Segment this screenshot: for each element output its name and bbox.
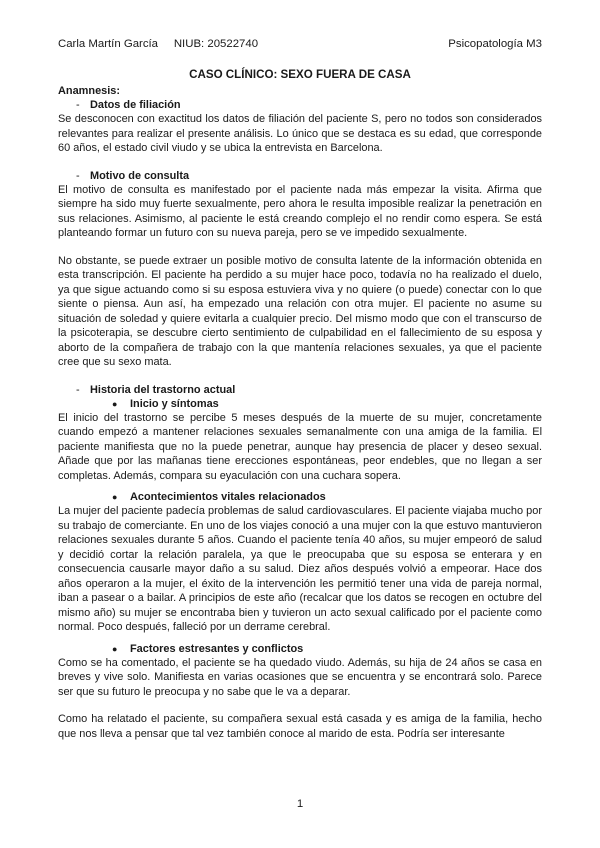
section-heading-historia [58,383,542,397]
subheading-acontecimientos [58,490,542,504]
bullet-icon: ● [112,398,118,409]
header-author-id: Carla Martín García NIUB: 20522740 [58,38,259,50]
subheading-inicio [58,397,542,411]
paragraph-factores-1: Como se ha comentado, el paciente se ha quedado viudo. Además, su hija de 24 años se casa en breves y vive solo. Manifiesta en varias ocasiones que se encuentra y se encontrará solo. Parece ser que su futuro le preocupa y no sabe que le va a deparar. [58,656,542,698]
paragraph-factores-2: Como ha relatado el paciente, su compañera sexual está casada y es amiga de la familia, hecho que nos lleva a pensar que tal vez también conoce al marido de esta. Podría ser interesante [58,713,542,740]
document-body [58,68,542,741]
dash-marker: - [76,169,80,182]
paragraph-acontecimientos: La mujer del paciente padecía problemas de salud cardiovasculares. El paciente viajaba mucho por su trabajo de comerciante. En uno de los viajes conoció a una mujer con la que estuvo mantuvieron relaciones sexuales durante 5 años. Cuando el paciente tenía 40 años, su mujer empeoró de salud y decidió cortar la relación paralela, ya que le preocupaba que su esposa se enterara y en consecuencia causarle mayor daño a su salud. Diez años después volvió a empeorar. Hace dos años operaron a la mujer, el éxito de la intervención les permitió tener una vida de pareja normal, iban a pasear o a bailar. A principios de este año (recalcar que los datos se recogen en octubre del mismo año) su mujer se encontraba bien y tuvieron un acto sexual calificado por el paciente como normal. Poco después, falleció por un derrame cerebral. [58,505,542,633]
bullet-icon: ● [112,492,118,502]
bullet-icon: ● [112,643,118,654]
dash-marker: - [76,99,80,111]
section-heading-label: Motivo de consulta [90,169,190,182]
subheading-label: Inicio y síntomas [130,397,219,410]
page-number: 1 [296,798,304,810]
paragraph-motivo-1: El motivo de consulta es manifestado por el paciente nada más empezar la visita. Afirma que siempre ha sido muy fuerte sexualmente, pero ahora le resulta imposible realizar la penetración en sus relaciones. Asimismo, al paciente le está creando complejo el no rendir como espera. Se está planteando formar un futuro con su nueva pareja, pero se ve impedido sexualmente. [58,183,542,239]
section-heading-label: Datos de filiación [90,99,181,111]
paragraph-motivo-2: No obstante, se puede extraer un posible motivo de consulta latente de la información obtenida en esta transcripción. El paciente ha perdido a su mujer hace poco, todavía no ha realizado el duelo, ya que sigue actuando como si su esposa estuviera viva y no quiere (o puede) conectar con lo que siente o piensa. Aun así, ha empezado una relación con otra mujer. El paciente no asume su situación de soledad y quiere evitarla a cualquier precio. Del mismo modo que con el transcurso de la psicoterapia, se descubre cierto sentimiento de culpabilidad en el fallecimiento de su esposa y aborto de la compañera de trabajo con la que mantenía relaciones sexuales, ya que el paciente cree que su sexo mata. [58,254,542,368]
anamnesis-heading: Anamnesis: [58,85,120,97]
subheading-label: Factores estresantes y conflictos [130,642,304,655]
paragraph-filiacion: Se desconocen con exactitud los datos de filiación del paciente S, pero no todos son considerados relevantes para realizar el presente análisis. Lo único que se destaca es su edad, que corresponde 60 años, el estado civil viudo y se ubica la entrevista en Barcelona. [58,113,542,154]
paragraph-inicio: El inicio del trastorno se percibe 5 meses después de la muerte de su mujer, concretamente cuando empezó a mantener relaciones sexuales semanalmente con una amiga de la familia. El paciente manifiesta que no la puede penetrar, aunque hay presencia de placer y deseo sexual. Añade que por las mañanas tiene erecciones espontáneas, peor endebles, que no llegan a ser completas. Además, compara su eyaculación con una cuchara sopera. [58,411,542,482]
section-heading-label: Historia del trastorno actual [90,383,236,396]
section-heading-motivo [58,169,542,183]
header-course: Psicopatología M3 [448,38,542,50]
subheading-label: Acontecimientos vitales relacionados [130,491,326,503]
dash-marker: - [76,383,80,396]
document-title: CASO CLÍNICO: SEXO FUERA DE CASA [189,68,411,81]
subheading-factores [58,642,542,656]
section-heading-filiacion [58,98,542,112]
